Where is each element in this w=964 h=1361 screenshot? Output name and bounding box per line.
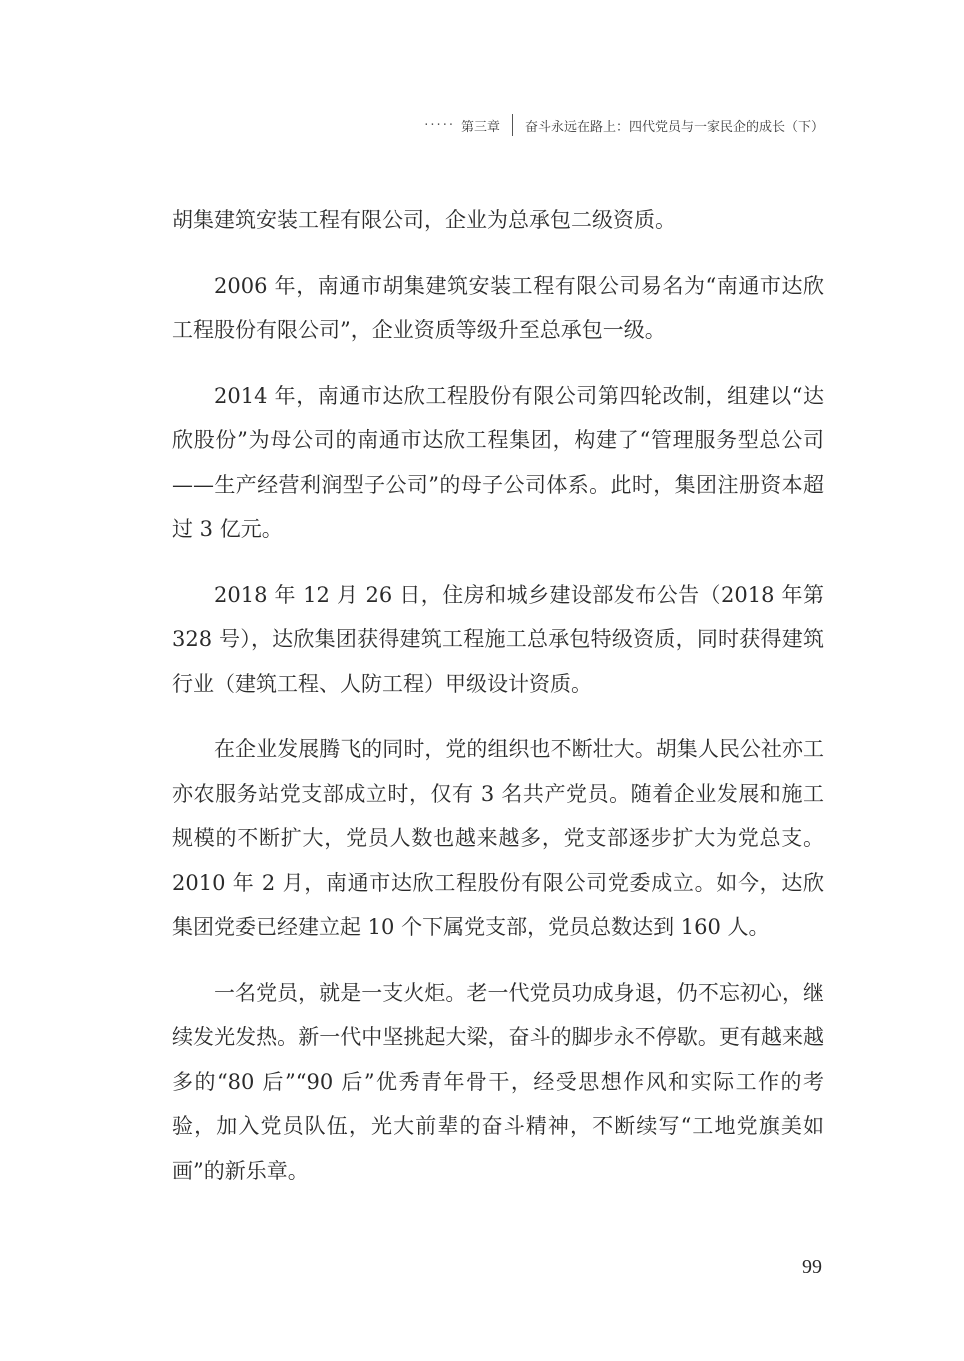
chapter-label: 第三章 <box>460 119 500 135</box>
paragraph: 一名党员，就是一支火炬。老一代党员功成身退，仍不忘初心，继续发光发热。新一代中坚挑起大梁，奋斗的脚步永不停歇。更有越来越多的“80 后”“90 后”优秀青年骨干，经受思想作风和实际工作的考验，加入党员队伍，光大前辈的奋斗精神，不断续写“工地党旗美如画”的新乐章。 <box>172 980 824 1183</box>
paragraph: 2006 年，南通市胡集建筑安装工程有限公司易名为“南通市达欣工程股份有限公司”，企业资质等级升至总承包一级。 <box>172 273 824 342</box>
paragraph: 胡集建筑安装工程有限公司，企业为总承包二级资质。 <box>172 208 676 232</box>
paragraph: 在企业发展腾飞的同时，党的组织也不断壮大。胡集人民公社亦工亦农服务站党支部成立时，仅有 3 名共产党员。随着企业发展和施工规模的不断扩大，党员人数也越来越多，党支部逐步扩大为党总支。2010 年 2 月，南通市达欣工程股份有限公司党委成立。如今，达欣集团党委已经建立起 10 个下属党支部，党员总数达到 160 人。 <box>172 737 824 939</box>
page-number: 99 <box>802 1256 822 1278</box>
running-header <box>424 114 824 136</box>
paragraph: 2014 年，南通市达欣工程股份有限公司第四轮改制，组建以“达欣股份”为母公司的南通市达欣工程集团，构建了“管理服务型总公司——生产经营利润型子公司”的母子公司体系。此时，集团注册资本超过 3 亿元。 <box>172 383 824 541</box>
chapter-title: 奋斗永远在路上：四代党员与一家民企的成长（下） <box>524 119 824 135</box>
body-text <box>172 198 824 1214</box>
header-divider <box>512 114 513 136</box>
paragraph: 2018 年 12 月 26 日，住房和城乡建设部发布公告（2018 年第 328 号），达欣集团获得建筑工程施工总承包特级资质，同时获得建筑行业（建筑工程、人防工程）甲级设计资质。 <box>172 582 824 696</box>
header-dots: ····· <box>424 117 455 133</box>
